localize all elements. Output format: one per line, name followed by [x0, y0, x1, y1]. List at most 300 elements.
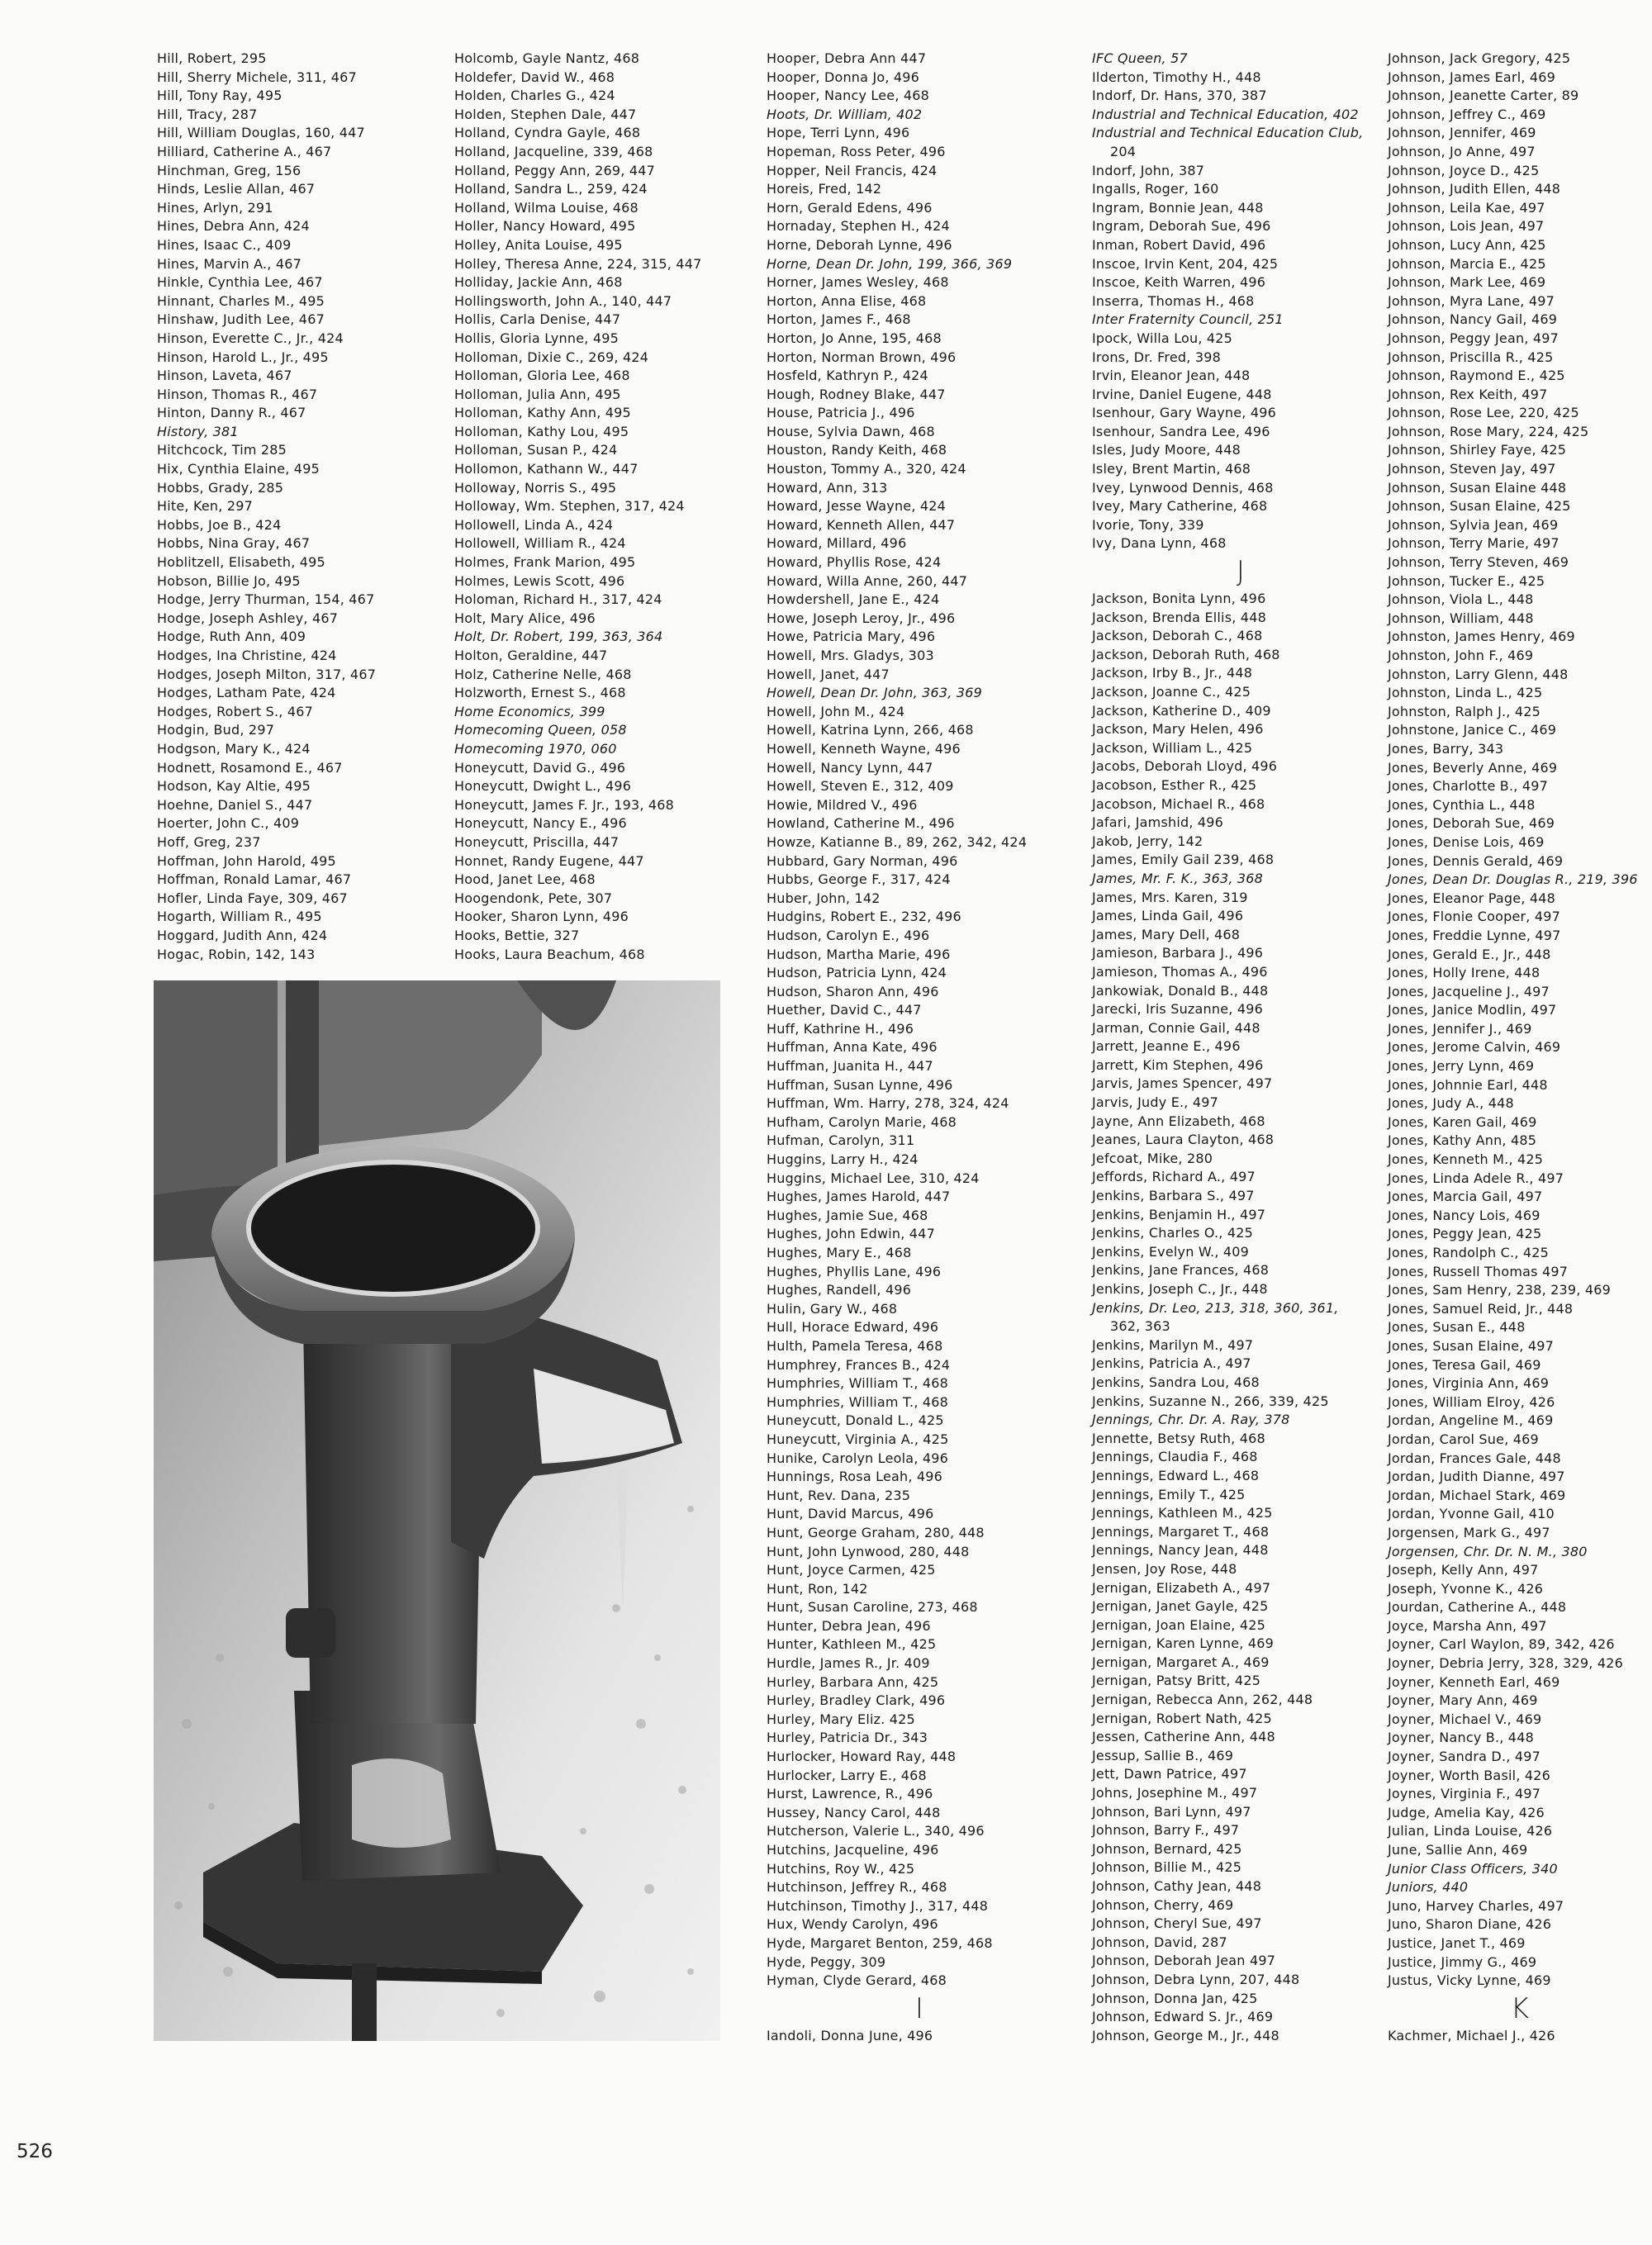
index-entry: Jordan, Carol Sue, 469: [1388, 1431, 1539, 1447]
index-entry: Johnson, Steven Jay, 497: [1388, 461, 1556, 477]
index-entry: June, Sallie Ann, 469: [1388, 1842, 1528, 1858]
index-entry: Juniors, 440: [1388, 1879, 1469, 1896]
index-entry: Johnson, Billie M., 425: [1092, 1859, 1242, 1876]
index-entry: Jones, Flonie Cooper, 497: [1388, 909, 1560, 925]
index-entry: Hooper, Nancy Lee, 468: [767, 88, 930, 104]
index-entry: Jenkins, Dr. Leo, 213, 318, 360, 361,: [1092, 1299, 1339, 1316]
index-entry: Hurley, Bradley Clark, 496: [767, 1692, 946, 1709]
index-entry: Holloman, Susan P., 424: [454, 442, 618, 458]
index-entry: Hopper, Neil Francis, 424: [767, 162, 938, 178]
index-entry: Holley, Anita Louise, 495: [454, 236, 623, 253]
index-entry: Hufman, Carolyn, 311: [767, 1132, 915, 1149]
index-entry: Jones, Virginia Ann, 469: [1388, 1375, 1550, 1392]
index-entry: Ivy, Dana Lynn, 468: [1092, 535, 1227, 552]
index-entry: Hodson, Kay Altie, 495: [157, 778, 311, 795]
index-entry: Jones, Randolph C., 425: [1388, 1245, 1550, 1260]
index-entry: Hudgins, Robert E., 232, 496: [767, 909, 961, 925]
index-entry: Hulin, Gary W., 468: [767, 1300, 898, 1317]
index-entry: Jones, Nancy Lois, 469: [1388, 1207, 1540, 1223]
index-column-3: [767, 50, 1072, 2045]
index-entry: Holland, Wilma Louise, 468: [454, 199, 638, 216]
index-entry: Holland, Jacqueline, 339, 468: [454, 143, 653, 159]
index-entry: Jennings, Chr. Dr. A. Ray, 378: [1092, 1412, 1290, 1428]
index-entry: Ivorie, Tony, 339: [1092, 516, 1204, 533]
index-entry: Holden, Stephen Dale, 447: [454, 106, 637, 122]
index-entry: History, 381: [157, 423, 239, 439]
index-entry: Johnston, Larry Glenn, 448: [1388, 666, 1569, 682]
index-entry: Jenkins, Benjamin H., 497: [1092, 1206, 1266, 1222]
index-entry: Jernigan, Patsy Britt, 425: [1092, 1673, 1261, 1689]
index-entry: Isley, Brent Martin, 468: [1092, 461, 1251, 477]
index-entry: Hinkle, Cynthia Lee, 467: [157, 274, 323, 291]
index-entry: Jorgensen, Mark G., 497: [1388, 1524, 1550, 1540]
index-entry: Howell, Dean Dr. John, 363, 369: [767, 685, 983, 701]
index-entry: Hinchman, Greg, 156: [157, 162, 301, 178]
index-entry: Jordan, Michael Stark, 469: [1388, 1487, 1566, 1503]
index-entry: Hutchins, Jacqueline, 496: [767, 1842, 939, 1858]
index-entry: Joyner, Debria Jerry, 328, 329, 426: [1388, 1655, 1623, 1672]
index-entry: Holloman, Julia Ann, 495: [454, 386, 621, 402]
index-entry: Johnson, Jennifer, 469: [1388, 125, 1536, 141]
index-entry: Joyce, Marsha Ann, 497: [1388, 1617, 1547, 1634]
index-entry: Hughes, Mary E., 468: [767, 1245, 912, 1260]
index-entry: Jones, Gerald E., Jr., 448: [1388, 946, 1551, 962]
index-entry: Jones, Susan Elaine, 497: [1388, 1337, 1554, 1354]
index-entry: Hussey, Nancy Carol, 448: [767, 1804, 941, 1820]
index-entry: Jones, Jennifer J., 469: [1388, 1020, 1532, 1037]
index-entry: Hux, Wendy Carolyn, 496: [767, 1916, 938, 1933]
index-entry: Julian, Linda Louise, 426: [1388, 1823, 1553, 1839]
index-entry: Huether, David C., 447: [767, 1002, 922, 1018]
index-entry: Jones, Deborah Sue, 469: [1388, 815, 1555, 832]
index-entry: Hooper, Debra Ann 447: [767, 50, 927, 66]
index-entry: Horeis, Fred, 142: [767, 181, 882, 197]
index-entry: Hooks, Laura Beachum, 468: [454, 946, 645, 962]
index-entry: Hodge, Ruth Ann, 409: [157, 629, 306, 645]
index-entry: Home Economics, 399: [454, 703, 605, 719]
index-entry: Jennings, Margaret T., 468: [1092, 1523, 1270, 1540]
index-entry: James, Linda Gail, 496: [1092, 908, 1244, 924]
index-entry: Hoggard, Judith Ann, 424: [157, 927, 328, 943]
index-entry: Hill, William Douglas, 160, 447: [157, 125, 365, 141]
index-entry: Hopeman, Ross Peter, 496: [767, 143, 946, 159]
index-entry: Jamieson, Barbara J., 496: [1092, 945, 1264, 961]
index-entry: Jackson, Brenda Ellis, 448: [1092, 609, 1266, 625]
index-column-5: [1388, 50, 1652, 2045]
index-entry: James, Emily Gail 239, 468: [1092, 852, 1275, 868]
index-entry: Hunt, Susan Caroline, 273, 468: [767, 1599, 978, 1616]
index-entry: Holmes, Lewis Scott, 496: [454, 572, 625, 589]
index-entry: Howell, John M., 424: [767, 703, 905, 719]
index-entry: Huff, Kathrine H., 496: [767, 1020, 914, 1037]
index-entry: Huneycutt, Virginia A., 425: [767, 1431, 949, 1447]
index-entry: Jones, William Elroy, 426: [1388, 1393, 1555, 1410]
index-entry: Hines, Isaac C., 409: [157, 236, 292, 253]
index-entry: Hunt, Joyce Carmen, 425: [767, 1562, 936, 1578]
index-entry: Johnson, Jack Gregory, 425: [1388, 50, 1571, 66]
index-entry: Johns, Josephine M., 497: [1092, 1785, 1258, 1801]
index-entry: Johnstone, Janice C., 469: [1388, 722, 1557, 738]
index-entry: Johnson, Rex Keith, 497: [1388, 386, 1548, 402]
index-entry: 362, 363: [1110, 1318, 1170, 1335]
index-entry: Jones, Dean Dr. Douglas R., 219, 396: [1388, 871, 1638, 888]
index-entry: Honeycutt, Priscilla, 447: [454, 833, 620, 850]
index-entry: Howell, Katrina Lynn, 266, 468: [767, 722, 974, 738]
index-entry: Houston, Randy Keith, 468: [767, 442, 947, 458]
index-entry: Hooks, Bettie, 327: [454, 927, 580, 943]
index-entry: Jarvis, Judy E., 497: [1092, 1094, 1218, 1111]
index-entry: Hinson, Harold L., Jr., 495: [157, 349, 329, 365]
index-entry: Johnston, James Henry, 469: [1388, 629, 1575, 645]
index-entry: Hurley, Mary Eliz. 425: [767, 1711, 915, 1727]
index-entry: Honeycutt, James F. Jr., 193, 468: [454, 796, 675, 813]
index-entry: Jarrett, Jeanne E., 496: [1092, 1038, 1241, 1055]
index-entry: Howland, Catherine M., 496: [767, 815, 955, 832]
index-entry: Hurley, Patricia Dr., 343: [767, 1730, 928, 1746]
index-entry: Hoffman, John Harold, 495: [157, 852, 336, 869]
index-entry: Jorgensen, Chr. Dr. N. M., 380: [1388, 1543, 1588, 1559]
index-entry: Johnson, Jeanette Carter, 89: [1388, 88, 1579, 104]
index-entry: Jones, Kenneth M., 425: [1388, 1151, 1544, 1168]
index-entry: Jordan, Judith Dianne, 497: [1388, 1469, 1565, 1485]
index-entry: Holz, Catherine Nelle, 468: [454, 666, 632, 682]
index-entry: Holzworth, Ernest S., 468: [454, 685, 626, 701]
index-entry: Johnson, Cherry, 469: [1092, 1896, 1234, 1913]
index-entry: Johnson, Deborah Jean 497: [1092, 1953, 1276, 1969]
index-entry: Johnson, Sylvia Jean, 469: [1388, 516, 1559, 533]
index-entry: Jones, Denise Lois, 469: [1388, 833, 1545, 850]
index-entry: Holland, Cyndra Gayle, 468: [454, 125, 641, 141]
index-entry: Jenkins, Sandra Lou, 468: [1092, 1374, 1260, 1390]
index-entry: Hough, Rodney Blake, 447: [767, 386, 946, 402]
index-entry: Huneycutt, Donald L., 425: [767, 1412, 944, 1429]
index-entry: Hudson, Carolyn E., 496: [767, 927, 930, 943]
index-entry: House, Patricia J., 496: [767, 405, 915, 421]
index-entry: Howell, Steven E., 312, 409: [767, 778, 954, 795]
index-entry: Huffman, Juanita H., 447: [767, 1058, 933, 1075]
index-entry: Hudson, Martha Marie, 496: [767, 946, 951, 962]
index-entry: Jarrett, Kim Stephen, 496: [1092, 1056, 1264, 1073]
index-entry: Jenkins, Suzanne N., 266, 339, 425: [1092, 1393, 1329, 1409]
index-entry: Joyner, Kenneth Earl, 469: [1388, 1673, 1560, 1690]
index-entry: Ingram, Deborah Sue, 496: [1092, 218, 1271, 235]
index-entry: Jordan, Angeline M., 469: [1388, 1412, 1554, 1429]
index-entry: Johnson, Barry F., 497: [1092, 1822, 1240, 1839]
index-entry: Hunt, Rev. Dana, 235: [767, 1487, 911, 1503]
index-entry: Johnson, Lois Jean, 497: [1388, 218, 1545, 235]
index-entry: Honeycutt, Nancy E., 496: [454, 815, 627, 832]
index-entry: Holloman, Dixie C., 269, 424: [454, 349, 649, 365]
index-entry: Holliday, Jackie Ann, 468: [454, 274, 623, 291]
index-entry: Ingram, Bonnie Jean, 448: [1092, 199, 1264, 216]
index-entry: Jones, Teresa Gail, 469: [1388, 1356, 1541, 1373]
index-entry: Hill, Tracy, 287: [157, 106, 258, 122]
index-entry: Hoblitzell, Elisabeth, 495: [157, 554, 325, 571]
index-entry: Jennings, Edward L., 468: [1092, 1467, 1260, 1483]
index-entry: Hinson, Laveta, 467: [157, 368, 292, 384]
index-entry: Hinds, Leslie Allan, 467: [157, 181, 316, 197]
index-entry: Hunike, Carolyn Leola, 496: [767, 1450, 949, 1466]
index-entry: James, Mrs. Karen, 319: [1092, 889, 1248, 905]
index-entry: Howard, Jesse Wayne, 424: [767, 498, 947, 515]
index-entry: Indorf, Dr. Hans, 370, 387: [1092, 88, 1267, 104]
index-entry: Jenkins, Patricia A., 497: [1092, 1355, 1251, 1372]
index-entry: Jennings, Kathleen M., 425: [1092, 1505, 1273, 1521]
index-entry: Huggins, Larry H., 424: [767, 1151, 919, 1168]
index-entry: Johnson, Raymond E., 425: [1388, 368, 1565, 384]
index-entry: Jernigan, Karen Lynne, 469: [1092, 1635, 1274, 1652]
index-entry: Johnson, Donna Jan, 425: [1092, 1990, 1258, 2006]
index-entry: Hinson, Thomas R., 467: [157, 386, 318, 402]
index-entry: Howard, Millard, 496: [767, 535, 907, 552]
index-entry: Holloway, Norris S., 495: [454, 479, 617, 496]
index-entry: Hunt, George Graham, 280, 448: [767, 1524, 985, 1540]
index-entry: Hodges, Ina Christine, 424: [157, 648, 337, 663]
index-entry: Ipock, Willa Lou, 425: [1092, 330, 1233, 346]
index-entry: Jacobson, Esther R., 425: [1092, 776, 1257, 793]
index-entry: Howie, Mildred V., 496: [767, 796, 918, 813]
index-entry: Jones, Kathy Ann, 485: [1388, 1132, 1537, 1149]
index-entry: Jackson, Joanne C., 425: [1092, 684, 1251, 700]
index-entry: Johnston, Ralph J., 425: [1388, 703, 1541, 719]
index-entry: Johnson, Nancy Gail, 469: [1388, 311, 1558, 328]
index-entry: Hughes, Randell, 496: [767, 1282, 912, 1298]
index-entry: Honeycutt, David G., 496: [454, 759, 626, 776]
index-entry: Huber, John, 142: [767, 890, 881, 906]
index-entry: Hunter, Debra Jean, 496: [767, 1617, 931, 1634]
index-entry: Howell, Janet, 447: [767, 666, 890, 682]
index-entry: Hofler, Linda Faye, 309, 467: [157, 890, 348, 906]
index-entry: Isles, Judy Moore, 448: [1092, 442, 1241, 458]
index-entry: Johnson, Bernard, 425: [1092, 1840, 1242, 1857]
index-entry: Hurley, Barbara Ann, 425: [767, 1673, 939, 1690]
index-entry: Johnson, Myra Lane, 497: [1388, 292, 1555, 309]
index-entry: Industrial and Technical Education, 402: [1092, 106, 1359, 122]
index-entry: Jones, Peggy Jean, 425: [1388, 1226, 1542, 1242]
index-entry: Holt, Mary Alice, 496: [454, 610, 596, 626]
index-entry: Hodge, Jerry Thurman, 154, 467: [157, 591, 375, 608]
index-entry: Hurlocker, Larry E., 468: [767, 1767, 927, 1783]
index-entry: Jenkins, Jane Frances, 468: [1092, 1262, 1270, 1279]
index-entry: Hyman, Clyde Gerard, 468: [767, 1972, 947, 1989]
index-entry: Jones, Janice Modlin, 497: [1388, 1002, 1557, 1018]
index-entry: Hollowell, Linda A., 424: [454, 516, 614, 533]
index-entry: Jackson, Deborah C., 468: [1092, 628, 1263, 644]
index-entry: Iandoli, Donna June, 496: [767, 2027, 933, 2043]
index-entry: Jones, Dennis Gerald, 469: [1388, 852, 1564, 869]
index-entry: Hodges, Joseph Milton, 317, 467: [157, 666, 377, 682]
index-entry: Hines, Marvin A., 467: [157, 255, 301, 272]
index-entry: Jernigan, Rebecca Ann, 262, 448: [1092, 1692, 1313, 1708]
index-entry: Hix, Cynthia Elaine, 495: [157, 461, 320, 477]
index-entry: Hodgin, Bud, 297: [157, 722, 275, 738]
index-entry: Jenkins, Evelyn W., 409: [1092, 1243, 1250, 1260]
index-entry: Jennings, Emily T., 425: [1092, 1486, 1246, 1502]
index-entry: Jones, Johnnie Earl, 448: [1388, 1076, 1548, 1093]
index-entry: 204: [1110, 143, 1137, 159]
index-entry: Jenkins, Joseph C., Jr., 448: [1092, 1281, 1268, 1297]
index-entry: Hutchinson, Timothy J., 317, 448: [767, 1897, 989, 1914]
index-entry: Hodge, Joseph Ashley, 467: [157, 610, 339, 626]
index-entry: Johnson, Susan Elaine, 425: [1388, 498, 1571, 515]
index-entry: Hill, Robert, 295: [157, 50, 267, 66]
index-entry: Hughes, John Edwin, 447: [767, 1226, 935, 1242]
index-entry: Johnston, Linda L., 425: [1388, 685, 1543, 701]
index-entry: Joynes, Virginia F., 497: [1388, 1786, 1541, 1802]
index-entry: Joyner, Mary Ann, 469: [1388, 1692, 1538, 1709]
index-entry: Homecoming Queen, 058: [454, 722, 627, 738]
index-entry: Jones, Eleanor Page, 448: [1388, 890, 1556, 906]
index-entry: Kachmer, Michael J., 426: [1388, 2027, 1555, 2043]
index-entry: Ingalls, Roger, 160: [1092, 181, 1219, 197]
index-entry: Johnson, Cheryl Sue, 497: [1092, 1915, 1262, 1932]
index-entry: Jett, Dawn Patrice, 497: [1092, 1766, 1247, 1782]
index-entry: Jayne, Ann Elizabeth, 468: [1092, 1113, 1265, 1129]
index-column-1: [157, 50, 430, 964]
index-entry: Hooker, Sharon Lynn, 496: [454, 909, 629, 925]
index-entry: Hughes, James Harold, 447: [767, 1189, 951, 1205]
index-entry: Holloman, Kathy Ann, 495: [454, 405, 631, 421]
section-letter: I: [914, 1991, 924, 2025]
index-entry: Jordan, Frances Gale, 448: [1388, 1450, 1561, 1466]
index-entry: Hunt, Ron, 142: [767, 1580, 868, 1597]
index-entry: Hill, Tony Ray, 495: [157, 88, 282, 104]
index-entry: Hodnett, Rosamond E., 467: [157, 759, 343, 776]
index-entry: Johnson, Viola L., 448: [1388, 591, 1534, 608]
index-entry: Hilliard, Catherine A., 467: [157, 143, 332, 159]
index-entry: Huggins, Michael Lee, 310, 424: [767, 1170, 980, 1186]
index-entry: Jarvis, James Spencer, 497: [1092, 1075, 1273, 1092]
index-entry: Hobson, Billie Jo, 495: [157, 572, 301, 589]
index-entry: Hoffman, Ronald Lamar, 467: [157, 871, 352, 888]
index-entry: Horton, Anna Elise, 468: [767, 292, 927, 309]
index-entry: Jones, Freddie Lynne, 497: [1388, 927, 1561, 943]
index-entry: Inscoe, Irvin Kent, 204, 425: [1092, 255, 1279, 272]
index-entry: Howard, Willa Anne, 260, 447: [767, 572, 968, 589]
index-entry: Ilderton, Timothy H., 448: [1092, 69, 1261, 85]
index-entry: Jernigan, Joan Elaine, 425: [1092, 1616, 1265, 1633]
index-entry: House, Sylvia Dawn, 468: [767, 423, 935, 439]
index-entry: Holcomb, Gayle Nantz, 468: [454, 50, 640, 66]
index-entry: Johnson, Edward S. Jr., 469: [1092, 2009, 1274, 2025]
index-entry: Holdefer, David W., 468: [454, 69, 615, 85]
index-entry: Johnson, Mark Lee, 469: [1388, 274, 1546, 291]
index-entry: Jones, Cynthia L., 448: [1388, 796, 1536, 813]
index-entry: Hodges, Robert S., 467: [157, 703, 313, 719]
iced-pump-photo: [154, 980, 720, 2041]
index-entry: Holland, Peggy Ann, 269, 447: [454, 162, 656, 178]
index-entry: Jennette, Betsy Ruth, 468: [1092, 1430, 1265, 1446]
index-entry: Howard, Ann, 313: [767, 479, 888, 496]
index-entry: Jackson, William L., 425: [1092, 739, 1253, 756]
index-entry: Hunt, John Lynwood, 280, 448: [767, 1543, 970, 1559]
index-entry: Jennings, Nancy Jean, 448: [1092, 1542, 1269, 1559]
index-entry: Johnson, Debra Lynn, 207, 448: [1092, 1971, 1300, 1987]
index-entry: Juno, Harvey Charles, 497: [1388, 1897, 1564, 1914]
index-entry: Hyde, Margaret Benton, 259, 468: [767, 1934, 993, 1951]
index-entry: Jeanes, Laura Clayton, 468: [1092, 1132, 1275, 1148]
index-entry: Hodges, Latham Pate, 424: [157, 685, 336, 701]
index-entry: Jones, Judy A., 448: [1388, 1095, 1514, 1112]
index-entry: Howell, Nancy Lynn, 447: [767, 759, 933, 776]
index-entry: Hosfeld, Kathryn P., 424: [767, 368, 928, 384]
index-entry: Jackson, Mary Helen, 496: [1092, 721, 1264, 738]
index-entry: Jones, Karen Gail, 469: [1388, 1113, 1537, 1130]
index-entry: Hudson, Patricia Lynn, 424: [767, 965, 947, 981]
index-entry: Johnson, Lucy Ann, 425: [1388, 236, 1546, 253]
index-entry: Johnson, George M., Jr., 448: [1092, 2027, 1279, 2043]
index-column-2: [454, 50, 735, 964]
index-entry: Isenhour, Sandra Lee, 496: [1092, 423, 1270, 439]
index-entry: Irons, Dr. Fred, 398: [1092, 349, 1221, 365]
index-entry: Hobbs, Nina Gray, 467: [157, 535, 311, 552]
index-entry: Jafari, Jamshid, 496: [1092, 814, 1224, 831]
index-entry: Jones, Barry, 343: [1388, 740, 1504, 757]
index-entry: Johnson, Cathy Jean, 448: [1092, 1878, 1262, 1894]
index-entry: Humphries, William T., 468: [767, 1375, 949, 1392]
index-entry: Horton, Jo Anne, 195, 468: [767, 330, 942, 346]
index-entry: Johnson, Joyce D., 425: [1388, 162, 1540, 178]
index-entry: Hood, Janet Lee, 468: [454, 871, 596, 888]
index-entry: Hollis, Carla Denise, 447: [454, 311, 621, 328]
index-entry: Jakob, Jerry, 142: [1092, 833, 1203, 849]
index-entry: Joyner, Nancy B., 448: [1388, 1730, 1534, 1746]
index-entry: Hoots, Dr. William, 402: [767, 106, 923, 122]
index-entry: Johnson, Terry Marie, 497: [1388, 535, 1559, 552]
index-entry: Jackson, Katherine D., 409: [1092, 702, 1271, 719]
index-entry: Holton, Geraldine, 447: [454, 648, 608, 663]
index-entry: Horner, James Wesley, 468: [767, 274, 949, 291]
index-entry: Jessen, Catherine Ann, 448: [1092, 1729, 1275, 1745]
index-entry: Humphries, William T., 468: [767, 1393, 949, 1410]
section-letter: J: [1236, 555, 1246, 589]
index-entry: Hunt, David Marcus, 496: [767, 1506, 934, 1522]
index-entry: IFC Queen, 57: [1092, 50, 1188, 66]
index-entry: Johnson, Judith Ellen, 448: [1388, 181, 1561, 197]
index-entry: Jarecki, Iris Suzanne, 496: [1092, 1001, 1263, 1018]
index-entry: Jenkins, Marilyn M., 497: [1092, 1336, 1254, 1353]
index-entry: Hines, Arlyn, 291: [157, 199, 273, 216]
index-entry: Hines, Debra Ann, 424: [157, 218, 310, 235]
index-entry: Johnson, Rose Lee, 220, 425: [1388, 405, 1579, 421]
index-entry: Joyner, Sandra D., 497: [1388, 1749, 1540, 1765]
index-entry: Horton, James F., 468: [767, 311, 911, 328]
index-entry: Johnson, James Earl, 469: [1388, 69, 1556, 85]
index-entry: Hollingsworth, John A., 140, 447: [454, 292, 672, 309]
index-entry: Howe, Patricia Mary, 496: [767, 629, 936, 645]
index-entry: Jones, Russell Thomas 497: [1388, 1263, 1569, 1279]
index-entry: Holoman, Richard H., 317, 424: [454, 591, 662, 608]
index-entry: Hollomon, Kathann W., 447: [454, 461, 638, 477]
index-entry: Huffman, Susan Lynne, 496: [767, 1076, 953, 1093]
index-entry: Justice, Janet T., 469: [1388, 1934, 1526, 1951]
index-entry: Johnson, Terry Steven, 469: [1388, 554, 1569, 571]
index-entry: Isenhour, Gary Wayne, 496: [1092, 405, 1276, 421]
index-entry: Holden, Charles G., 424: [454, 88, 615, 104]
index-entry: Ivey, Lynwood Dennis, 468: [1092, 479, 1274, 496]
index-entry: Hitchcock, Tim 285: [157, 442, 287, 458]
index-entry: Howe, Joseph Leroy, Jr., 496: [767, 610, 956, 626]
index-entry: Howdershell, Jane E., 424: [767, 591, 940, 608]
index-entry: Jackson, Bonita Lynn, 496: [1092, 591, 1266, 607]
index-entry: Hinnant, Charles M., 495: [157, 292, 325, 309]
index-entry: Hyde, Peggy, 309: [767, 1953, 886, 1970]
index-entry: Jernigan, Elizabeth A., 497: [1092, 1579, 1271, 1596]
index-entry: Hollis, Gloria Lynne, 495: [454, 330, 619, 346]
index-entry: Jones, Sam Henry, 238, 239, 469: [1388, 1282, 1612, 1298]
index-entry: Hobbs, Grady, 285: [157, 479, 284, 496]
index-entry: Johnson, Rose Mary, 224, 425: [1388, 423, 1589, 439]
